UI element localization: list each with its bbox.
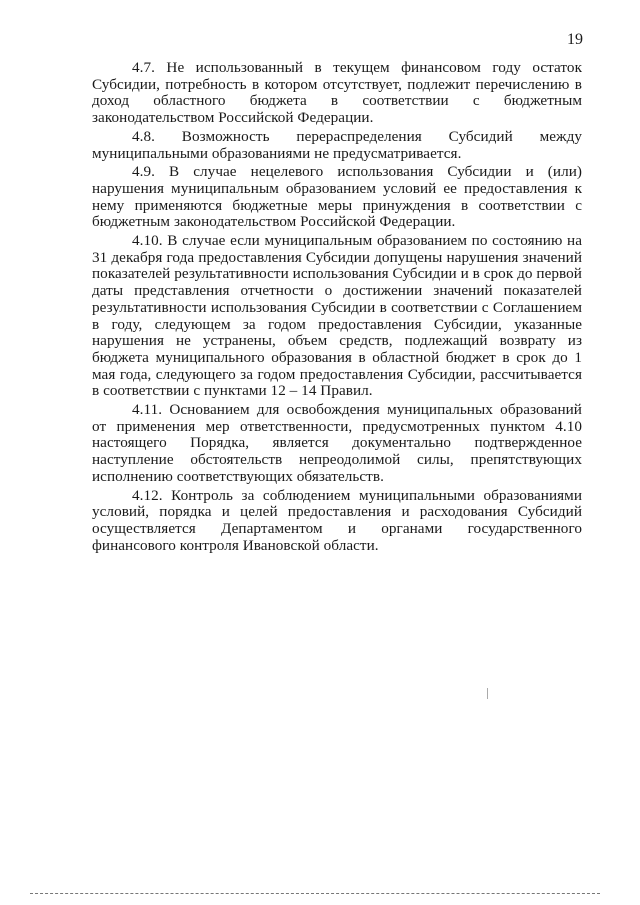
paragraph-4-11: 4.11. Основанием для освобождения муниципальных образований от применения мер ответственности, предусмотренных пунктом 4.10 настоящего Порядка, является документально подтвержденное наступление обстоятельств непреодолимой силы, препятствующих исполнению соответствующих обязательств.	[92, 401, 582, 485]
page-number: 19	[567, 31, 583, 48]
document-body	[92, 60, 582, 556]
paragraph-4-10: 4.10. В случае если муниципальным образованием по состоянию на 31 декабря года предоставления Субсидии допущены нарушения значений показателей результативности использования Субсидии и в срок до первой даты представления отчетности о достижении значений показателей результативности использования Субсидии в соответствии с Соглашением в году, следующем за годом предоставления Субсидии, указанные нарушения не устранены, объем средств, подлежащий возврату из бюджета муниципального образования в областной бюджет в срок до 1 мая года, следующего за годом предоставления Субсидии, рассчитывается в соответствии с пунктами 12 – 14 Правил.	[92, 232, 582, 400]
paragraph-4-9: 4.9. В случае нецелевого использования Субсидии и (или) нарушения муниципальным образованием условий ее предоставления к нему применяются бюджетные меры принуждения в соответствии с бюджетным законодательством Российской Федерации.	[92, 163, 582, 231]
bottom-scan-line	[30, 893, 600, 894]
paragraph-4-12: 4.12. Контроль за соблюдением муниципальными образованиями условий, порядка и целей предоставления и расходования Субсидий осуществляется Департаментом и органами государственного финансового контроля Ивановской области.	[92, 486, 582, 554]
paragraph-4-7: 4.7. Не использованный в текущем финансовом году остаток Субсидии, потребность в котором отсутствует, подлежит перечислению в доход областного бюджета в соответствии с бюджетным законодательством Российской Федерации.	[92, 59, 582, 127]
scan-artifact	[487, 688, 488, 699]
paragraph-4-8: 4.8. Возможность перераспределения Субсидий между муниципальными образованиями не предусматривается.	[92, 127, 582, 162]
